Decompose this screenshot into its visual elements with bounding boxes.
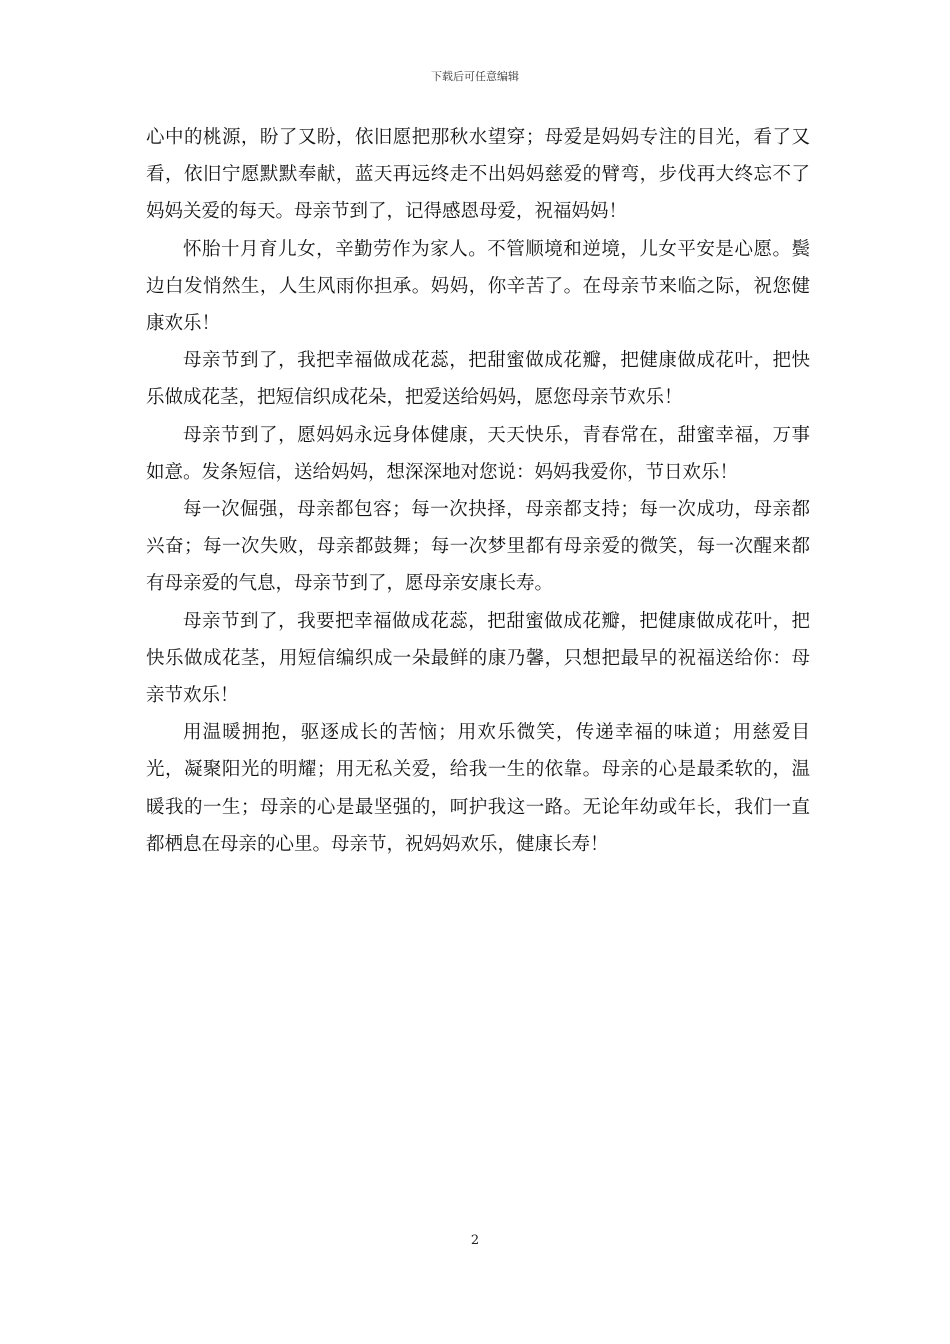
paragraph-continued: 心中的桃源，盼了又盼，依旧愿把那秋水望穿；母爱是妈妈专注的目光，看了又看，依旧宁愿默默奉献，蓝天再远终走不出妈妈慈爱的臂弯，步伐再大终忘不了妈妈关爱的每天。母亲节到了，记得感恩母爱，祝福妈妈！ <box>146 127 810 223</box>
page-header: 下载后可任意编辑 <box>431 70 519 83</box>
paragraph: 母亲节到了，愿妈妈永远身体健康，天天快乐，青春常在，甜蜜幸福，万事如意。发条短信，送给妈妈，想深深地对您说：妈妈我爱你，节日欢乐！ <box>146 424 810 483</box>
paragraph: 用温暖拥抱，驱逐成长的苦恼；用欢乐微笑，传递幸福的味道；用慈爱目光，凝聚阳光的明耀；用无私关爱，给我一生的依靠。母亲的心是最柔软的，温暖我的一生；母亲的心是最坚强的，呵护我这一路。无论年幼或年长，我们一直都栖息在母亲的心里。母亲节，祝妈妈欢乐，健康长寿！ <box>146 722 810 855</box>
page-number: 2 <box>470 1233 480 1248</box>
paragraph: 母亲节到了，我把幸福做成花蕊，把甜蜜做成花瓣，把健康做成花叶，把快乐做成花茎，把短信织成花朵，把爱送给妈妈，愿您母亲节欢乐！ <box>146 350 810 409</box>
document-body <box>146 119 810 863</box>
paragraph: 母亲节到了，我要把幸福做成花蕊，把甜蜜做成花瓣，把健康做成花叶，把快乐做成花茎，用短信编织成一朵最鲜的康乃馨，只想把最早的祝福送给你：母亲节欢乐！ <box>146 610 810 707</box>
paragraph: 怀胎十月育儿女，辛勤劳作为家人。不管顺境和逆境，儿女平安是心愿。鬓边白发悄然生，人生风雨你担承。妈妈，你辛苦了。在母亲节来临之际，祝您健康欢乐！ <box>146 238 810 335</box>
paragraph: 每一次倔强，母亲都包容；每一次抉择，母亲都支持；每一次成功，母亲都兴奋；每一次失败，母亲都鼓舞；每一次梦里都有母亲爱的微笑，每一次醒来都有母亲爱的气息，母亲节到了，愿母亲安康长寿。 <box>146 499 810 595</box>
